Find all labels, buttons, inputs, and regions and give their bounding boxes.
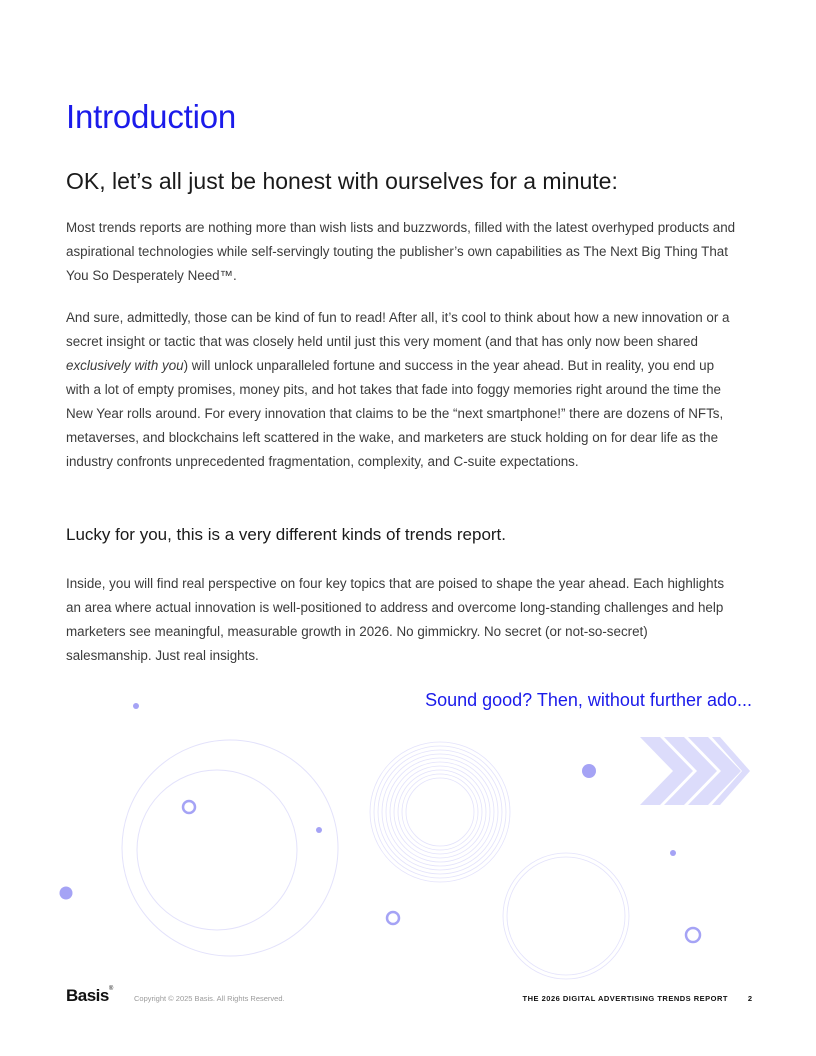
intro-paragraph-3: Inside, you will find real perspective on four key topics that are poised to shape the year ahead. Each highlights an area where actual innovation is well-positioned to address and overcome long-standing challenges and help marketers see meaningful, measurable growth in 2026. No gimmickry. No secret (or not-so-secret) salesmanship. Just real insights. (66, 576, 725, 663)
medium-outline-circle (137, 770, 297, 930)
small-dot (316, 827, 322, 833)
logo-registered-mark: ® (108, 986, 113, 992)
intro-paragraph-2 (66, 306, 736, 474)
paragraph-2-emphasis: exclusively with you (66, 358, 184, 373)
ring-dot (387, 912, 399, 924)
ring-dot (183, 801, 195, 813)
intro-paragraph-1: Most trends reports are nothing more than wish lists and buzzwords, filled with the latest overhyped products and aspirational technologies while self-servingly touting the publisher’s own capabilities as The Next Big Thing That You So Desperately Need™. (66, 220, 736, 283)
chevron-arrows-icon (640, 737, 750, 805)
basis-logo (66, 986, 113, 1006)
concentric-rings (370, 742, 510, 882)
page-number: 2 (747, 994, 752, 1003)
decorative-graphics (0, 700, 816, 980)
medium-dot (60, 887, 73, 900)
copyright-notice: Copyright © 2025 Basis. All Rights Reserved. (134, 994, 285, 1003)
section-subheading: Lucky for you, this is a very different kinds of trends report. (66, 525, 506, 544)
double-outline-circle (503, 853, 629, 979)
medium-dot (582, 764, 596, 778)
report-title: THE 2026 DIGITAL ADVERTISING TRENDS REPORT (522, 994, 728, 1003)
logo-text: Basis (66, 986, 109, 1005)
large-outline-circle (122, 740, 338, 956)
paragraph-2-text-b: ) will unlock unparalleled fortune and success in the year ahead. But in reality, you end up with a lot of empty promises, money pits, and hot takes that fade into foggy memories right around the time the New Year rolls around. For every innovation that claims to be the “next smartphone!” there are dozens of NFTs, metaverses, and blockchains left scattered in the wake, and marketers are stuck holding on for dear life as the industry confronts unprecedented fragmentation, complexity, and C-suite expectations. (66, 358, 724, 469)
paragraph-2-text-a: And sure, admittedly, those can be kind of fun to read! After all, it’s cool to think about how a new innovation or a secret insight or tactic that was closely held until just this very moment (and that has only now been shared (66, 310, 730, 349)
call-to-action: Sound good? Then, without further ado... (425, 690, 752, 710)
ring-dot (686, 928, 700, 942)
small-dot (670, 850, 676, 856)
page-subtitle: OK, let’s all just be honest with ourselves for a minute: (66, 168, 618, 194)
page-title: Introduction (66, 98, 237, 135)
small-dot (133, 703, 139, 709)
